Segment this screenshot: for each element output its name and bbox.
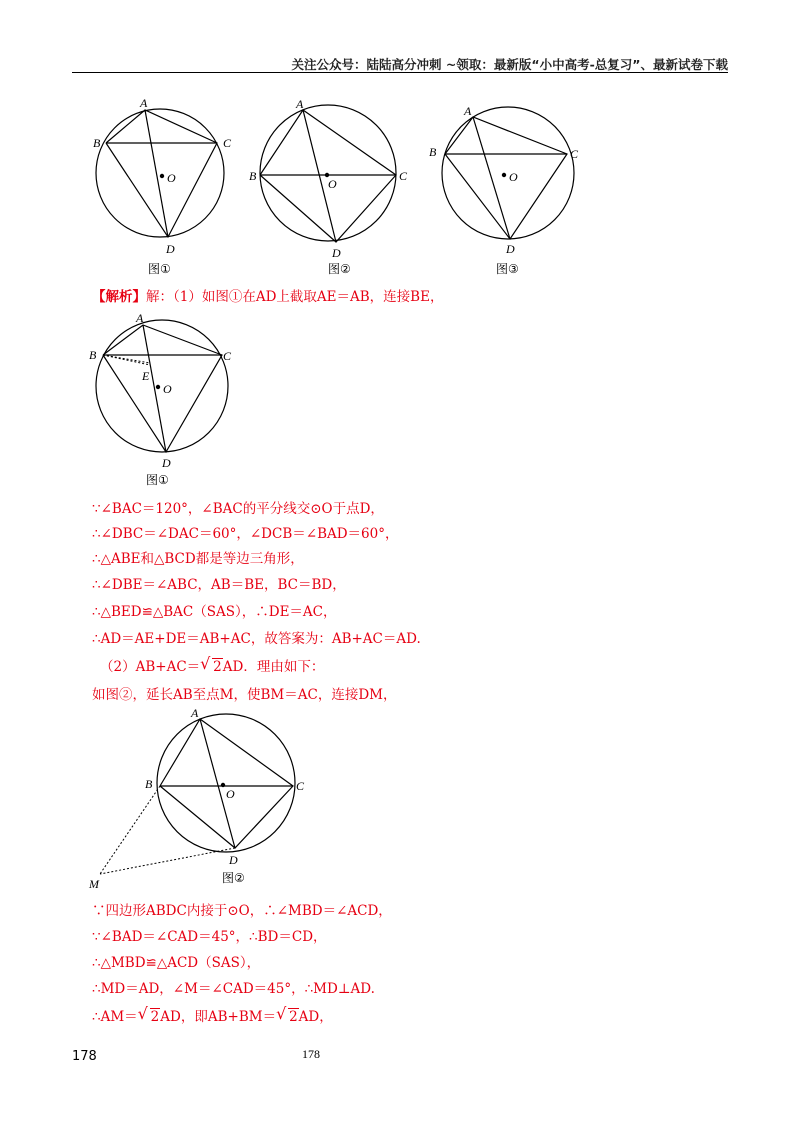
label-m: M xyxy=(89,877,99,891)
sqrt-symbol: √ 2 xyxy=(276,1004,298,1025)
quadrilateral xyxy=(160,719,293,848)
label-c: C xyxy=(223,136,232,150)
center-dot xyxy=(160,174,164,178)
page-number-center: 178 xyxy=(302,1047,320,1061)
label-b: B xyxy=(93,136,101,150)
label-e: E xyxy=(142,369,150,383)
label-d: D xyxy=(506,242,515,256)
label-b: B xyxy=(249,169,257,183)
label-o: O xyxy=(226,787,235,801)
sqrt-symbol: √ 2 xyxy=(137,1004,160,1025)
solution-line-8: （2）AB+AC＝ √ 2AD．理由如下： xyxy=(100,654,325,675)
figure-1 xyxy=(90,98,240,278)
solution-line-12: ∴△MBD≌△ACD（SAS）， xyxy=(92,955,261,971)
label-d: D xyxy=(166,242,175,256)
solution-line-3: ∴∠DBC＝∠DAC＝60°，∠DCB＝∠BAD＝60°， xyxy=(92,526,399,542)
circle xyxy=(157,714,295,852)
label-a: A xyxy=(296,97,304,111)
center-dot xyxy=(502,173,506,177)
label-a: A xyxy=(464,104,472,118)
figure-1-construction xyxy=(86,310,236,490)
quadrilateral xyxy=(106,110,217,237)
label-b: B xyxy=(429,145,437,159)
solution-line-1: 解：（1）如图①在AD上截取AE＝AB，连接BE， xyxy=(146,289,444,305)
page-header: 关注公众号：陆陆高分冲刺 ~领取：最新版“小中高考-总复习”、最新试卷下载 xyxy=(291,57,728,72)
label-o: O xyxy=(328,177,337,191)
solution-line-7: ∴AD＝AE+DE＝AB+AC，故答案为：AB+AC＝AD. xyxy=(92,631,421,647)
chord-ad xyxy=(200,719,235,848)
solution-line-4: ∴△ABE和△BCD都是等边三角形， xyxy=(92,551,304,567)
solution-line-14: ∴AM＝ √ 2AD，即AB+BM＝ √ 2AD， xyxy=(92,1004,333,1025)
circle xyxy=(260,105,396,241)
segment-dm xyxy=(100,848,235,874)
caption-fig3: 图③ xyxy=(496,262,519,276)
segment-be xyxy=(103,355,150,365)
sqrt-symbol: √ 2 xyxy=(200,654,222,675)
header-divider xyxy=(72,72,728,73)
segment-bm xyxy=(100,786,160,874)
segment-be-2 xyxy=(103,355,150,363)
solution-line-5: ∴∠DBE＝∠ABC，AB＝BE，BC＝BD， xyxy=(92,577,346,593)
caption-fig1: 图① xyxy=(146,473,169,487)
page-number: 178 xyxy=(72,1049,97,1064)
label-d: D xyxy=(229,853,238,867)
center-dot xyxy=(221,783,225,787)
label-c: C xyxy=(296,779,305,793)
label-o: O xyxy=(509,170,518,184)
label-d: D xyxy=(162,456,171,470)
circle xyxy=(96,109,224,237)
label-c: C xyxy=(399,169,408,183)
solution-line-13: ∴MD＝AD，∠M＝∠CAD＝45°，∴MD⊥AD. xyxy=(92,981,375,997)
label-a: A xyxy=(140,96,148,110)
label-b: B xyxy=(89,348,97,362)
label-d: D xyxy=(332,246,341,260)
label-o: O xyxy=(167,171,176,185)
chord-ad xyxy=(145,110,168,237)
figure-3 xyxy=(426,98,596,278)
figure-2-construction xyxy=(88,706,318,896)
label-a: A xyxy=(136,311,144,325)
solution-line-6: ∴△BED≌△BAC（SAS），∴DE＝AC， xyxy=(92,604,337,620)
quadrilateral xyxy=(445,117,567,239)
caption-fig1: 图① xyxy=(148,262,171,276)
label-o: O xyxy=(163,382,172,396)
solution-intro xyxy=(92,288,443,306)
solution-line-9: 如图②，延长AB至点M，使BM＝AC，连接DM， xyxy=(92,687,397,703)
analysis-tag: 【解析】 xyxy=(92,289,146,305)
center-dot xyxy=(156,385,160,389)
label-b: B xyxy=(145,777,153,791)
caption-fig2: 图② xyxy=(328,262,351,276)
label-c: C xyxy=(570,147,579,161)
label-a: A xyxy=(191,706,199,720)
figure-2 xyxy=(248,98,418,278)
chord-ad xyxy=(473,117,510,239)
solution-line-2: ∵∠BAC＝120°，∠BAC的平分线交⊙O于点D， xyxy=(92,501,384,517)
label-c: C xyxy=(223,349,232,363)
solution-line-10: ∵四边形ABDC内接于⊙O，∴∠MBD＝∠ACD， xyxy=(92,903,392,919)
solution-line-11: ∵∠BAD＝∠CAD＝45°，∴BD＝CD， xyxy=(92,929,327,945)
caption-fig2: 图② xyxy=(222,871,245,885)
